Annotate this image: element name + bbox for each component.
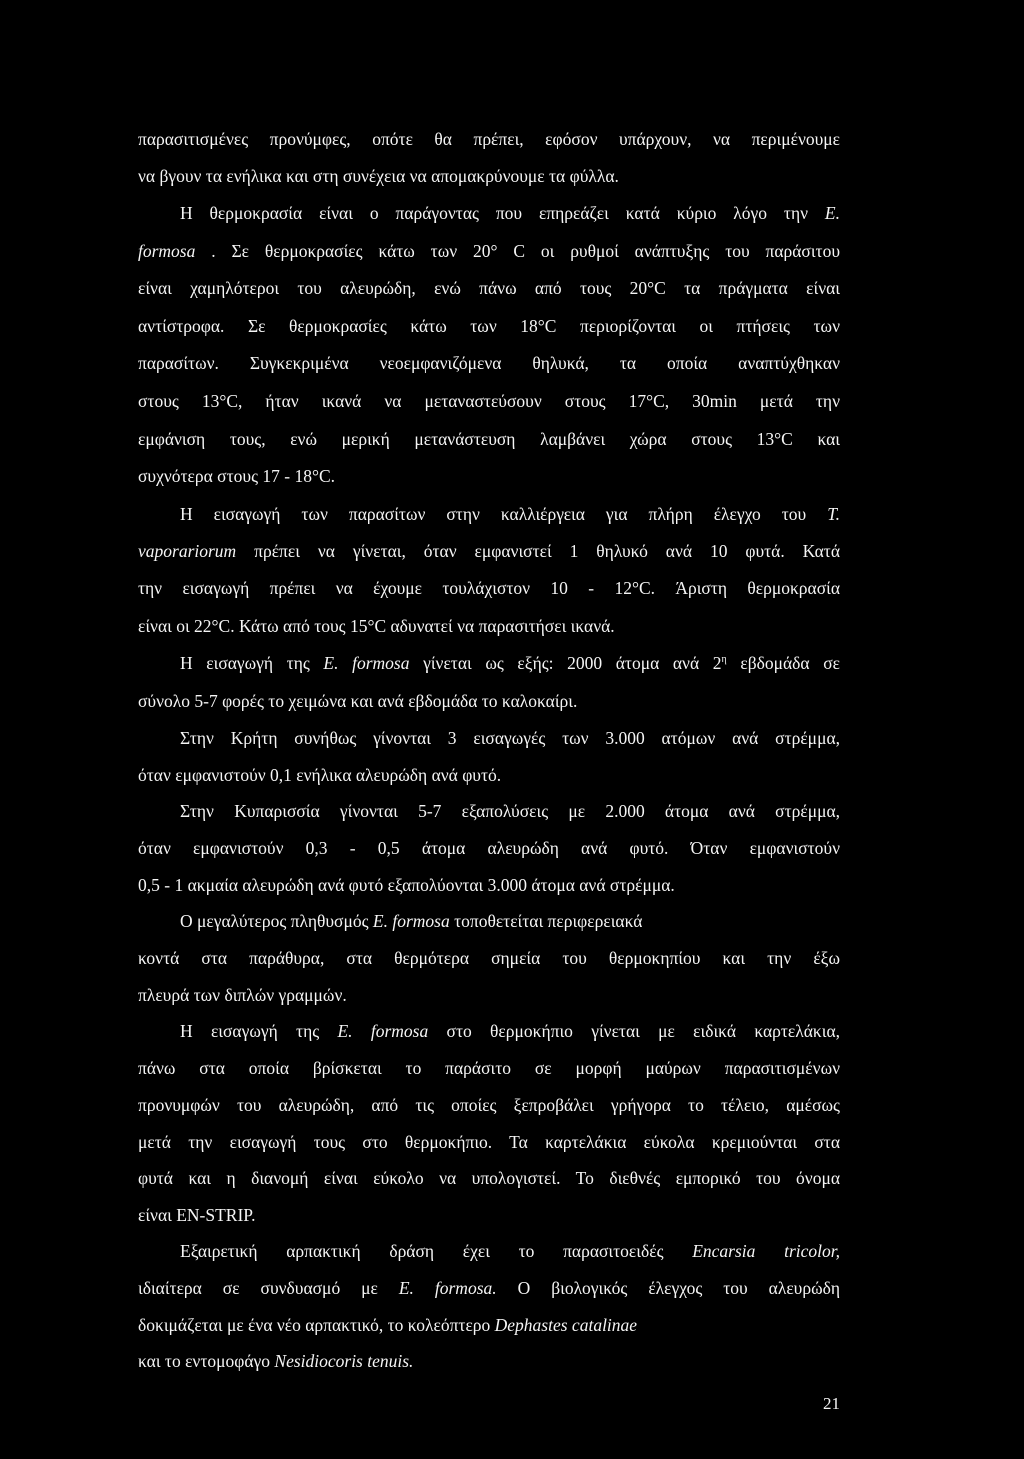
text-segment: στους 13°C, ήταν ικανά να μεταναστεύσουν στους 17°C, 30min μετά την <box>138 391 840 411</box>
text-segment: πλευρά των διπλών γραμμών. <box>138 985 347 1005</box>
text-line <box>138 240 840 262</box>
text-segment: ιδιαίτερα σε συνδυασμό με <box>138 1278 399 1298</box>
text-segment: γίνεται ως εξής: 2000 άτομα ανά 2 <box>409 653 722 673</box>
text-segment: Εξαιρετική αρπακτική δράση έχει το παρασιτοειδές <box>180 1241 693 1261</box>
text-segment: τοποθετείται περιφερειακά <box>449 911 643 931</box>
text-line <box>138 390 840 412</box>
text-line <box>138 984 840 1006</box>
text-segment: πάνω στα οποία βρίσκεται το παράσιτο σε μορφή μαύρων παρασιτισμένων <box>138 1058 840 1078</box>
text-segment: όταν εμφανιστούν 0,1 ενήλικα αλευρώδη ανά φυτό. <box>138 765 502 785</box>
italic-text: E. formosa <box>323 653 410 673</box>
text-segment: Ο μεγαλύτερος πληθυσμός <box>180 911 373 931</box>
text-line <box>180 1240 840 1262</box>
text-segment: Στην Κυπαρισσία γίνονται 5-7 εξαπολύσεις με 2.000 άτομα ανά στρέμμα, <box>180 801 840 821</box>
text-line <box>138 315 840 337</box>
text-line <box>138 1350 840 1372</box>
text-line <box>138 947 840 969</box>
text-line <box>180 652 840 674</box>
text-line <box>138 577 840 599</box>
text-segment: μετά την εισαγωγή τους στο θερμοκήπιο. Τα καρτελάκια εύκολα κρεμιούνται στα <box>138 1132 840 1152</box>
text-line <box>138 1094 840 1116</box>
italic-text: Dephastes catalinae <box>494 1315 638 1335</box>
text-segment: εμφάνιση τους, ενώ μερική μετανάστευση λαμβάνει χώρα στους 13°C και <box>138 429 840 449</box>
text-segment: φυτά και η διανομή είναι εύκολο να υπολογιστεί. Το διεθνές εμπορικό του όνομα <box>138 1168 840 1188</box>
text-segment: . Σε θερμοκρασίες κάτω των 20° C οι ρυθμοί ανάπτυξης του παράσιτου <box>195 241 840 261</box>
text-segment: σύνολο 5-7 φορές το χειμώνα και ανά εβδομάδα το καλοκαίρι. <box>138 691 578 711</box>
superscript: η <box>721 654 727 665</box>
text-segment: προνυμφών του αλευρώδη, από τις οποίες ξεπροβάλει γρήγορα το τέλειο, αμέσως <box>138 1095 840 1115</box>
text-segment: δοκιμάζεται με ένα νέο αρπακτικό, το κολεόπτερο <box>138 1315 495 1335</box>
text-segment: την εισαγωγή πρέπει να έχουμε τουλάχιστον 10 - 12°C. Άριστη θερμοκρασία <box>138 578 840 598</box>
text-segment: είναι EN-STRIP. <box>138 1205 256 1225</box>
text-line <box>138 615 840 637</box>
text-line <box>138 690 840 712</box>
italic-text: E. formosa. <box>398 1278 497 1298</box>
text-line <box>138 352 840 374</box>
text-line <box>138 465 840 487</box>
text-line <box>138 540 840 562</box>
text-line <box>180 727 840 749</box>
text-segment: Ο βιολογικός έλεγχος του αλευρώδη <box>496 1278 840 1298</box>
italic-text: E. formosa <box>372 911 450 931</box>
text-segment: Η εισαγωγή των παρασίτων στην καλλιέργεια για πλήρη έλεγχο του <box>180 504 828 524</box>
text-segment: είναι χαμηλότεροι του αλευρώδη, ενώ πάνω από τους 20°C τα πράγματα είναι <box>138 278 840 298</box>
text-segment: να βγουν τα ενήλικα και στη συνέχεια να απομακρύνουμε τα φύλλα. <box>138 166 619 186</box>
text-line <box>138 837 840 859</box>
text-segment: πρέπει να γίνεται, όταν εμφανιστεί 1 θηλυκό ανά 10 φυτά. Κατά <box>236 541 840 561</box>
text-line <box>138 1314 840 1336</box>
text-segment: συχνότερα στους 17 - 18°C. <box>138 466 335 486</box>
text-line <box>138 128 840 150</box>
text-segment: Η εισαγωγή της <box>180 653 324 673</box>
text-segment: Η θερμοκρασία είναι ο παράγοντας που επηρεάζει κατά κύριο λόγο την <box>180 203 825 223</box>
text-segment: αντίστροφα. Σε θερμοκρασίες κάτω των 18°C περιορίζονται οι πτήσεις των <box>138 316 840 336</box>
text-segment: 0,5 - 1 ακμαία αλευρώδη ανά φυτό εξαπολύονται 3.000 άτομα ανά στρέμμα. <box>138 875 675 895</box>
text-segment: εβδομάδα σε <box>726 653 840 673</box>
page-number: 21 <box>823 1394 840 1413</box>
text-line <box>138 1131 840 1153</box>
italic-text: Nesidiocoris tenuis. <box>274 1351 414 1371</box>
italic-text: E. <box>824 203 840 223</box>
text-segment: όταν εμφανιστούν 0,3 - 0,5 άτομα αλευρώδη ανά φυτό. Όταν εμφανιστούν <box>138 838 840 858</box>
text-segment: Η εισαγωγή της <box>180 1021 338 1041</box>
text-line <box>180 1020 840 1042</box>
italic-text: Encarsia tricolor, <box>692 1241 840 1261</box>
text-segment: κοντά στα παράθυρα, στα θερμότερα σημεία του θερμοκηπίου και την έξω <box>138 948 840 968</box>
text-line <box>138 428 840 450</box>
text-line <box>180 910 840 932</box>
text-line <box>180 202 840 224</box>
text-line <box>138 764 840 786</box>
text-segment: και το εντομοφάγο <box>138 1351 275 1371</box>
text-line <box>138 165 840 187</box>
text-line <box>138 1204 840 1226</box>
text-line <box>138 1057 840 1079</box>
text-segment: Στην Κρήτη συνήθως γίνονται 3 εισαγωγές των 3.000 ατόμων ανά στρέμμα, <box>180 728 840 748</box>
text-segment: στο θερμοκήπιο γίνεται με ειδικά καρτελάκια, <box>428 1021 840 1041</box>
text-segment: είναι οι 22°C. Κάτω από τους 15°C αδυνατεί να παρασιτήσει ικανά. <box>138 616 615 636</box>
text-line <box>138 277 840 299</box>
italic-text: T. <box>827 504 840 524</box>
text-line <box>138 874 840 896</box>
italic-text: vaporariorum <box>138 541 237 561</box>
text-segment: παρασίτων. Συγκεκριμένα νεοεμφανιζόμενα θηλυκά, τα οποία αναπτύχθηκαν <box>138 353 840 373</box>
text-line <box>138 1167 840 1189</box>
text-line <box>180 800 840 822</box>
text-segment: παρασιτισμένες προνύμφες, οπότε θα πρέπει, εφόσον υπάρχουν, να περιμένουμε <box>138 129 840 149</box>
text-line <box>138 1277 840 1299</box>
italic-text: E. formosa <box>337 1021 429 1041</box>
text-line <box>180 503 840 525</box>
italic-text: formosa <box>138 241 196 261</box>
